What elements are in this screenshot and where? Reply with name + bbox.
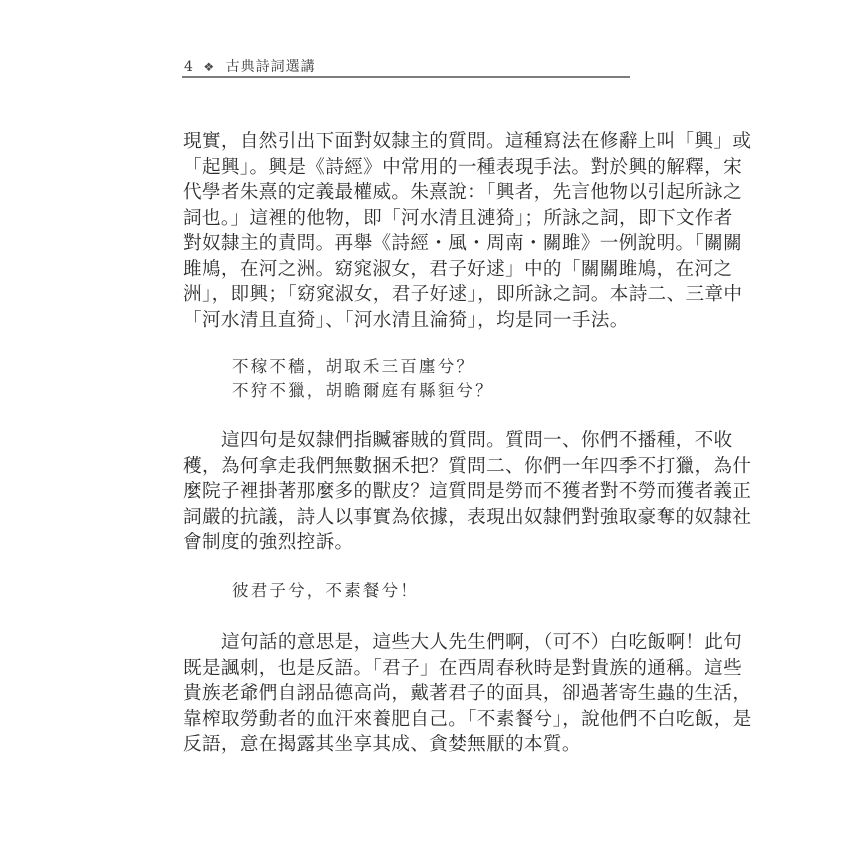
text-line: 既是諷刺，也是反語。「君子」在西周春秋時是對貴族的通稱。這些 — [183, 657, 743, 679]
text-line: 雎鳩，在河之洲。窈窕淑女，君子好逑」中的「關關雎鳩，在河之 — [183, 258, 733, 280]
text-line: 會制度的強烈控訴。 — [183, 532, 354, 553]
text-line: 對奴隸主的責問。再舉《詩經・風・周南・關雎》一例說明。「關關 — [183, 233, 743, 254]
text-line: 貴族老爺們自詡品德高尚，戴著君子的面具，卻過著寄生蟲的生活， — [183, 683, 752, 704]
text-line: 詞也。」這裡的他物，即「河水清且漣猗」；所詠之詞，即下文作者 — [183, 207, 733, 229]
text-line: 這四句是奴隸們指贓審賊的質問。質問一、你們不播種，不收 — [221, 430, 733, 451]
text-line: 詞嚴的抗議，詩人以事實為依據，表現出奴隸們對強取豪奪的奴隸社 — [183, 506, 752, 528]
text-line: 穫，為何拿走我們無數捆禾把？質問二、你們一年四季不打獵，為什 — [183, 455, 752, 477]
verse-line: 不狩不獵，胡瞻爾庭有縣貆兮？ — [232, 381, 494, 400]
book-title: 古典詩詞選講 — [225, 59, 316, 75]
text-line: 「河水清且直猗」、「河水清且淪猗」，均是同一手法。 — [183, 309, 629, 331]
ornament-icon: ❖ — [203, 60, 216, 74]
verse-line: 不稼不穡，胡取禾三百廛兮？ — [232, 357, 476, 376]
text-line: 代學者朱熹的定義最權威。朱熹說：「興者，先言他物以引起所詠之 — [183, 182, 743, 203]
text-line: 反語，意在揭露其坐享其成、貪婪無厭的本質。 — [183, 734, 581, 755]
text-line: 「起興」。興是《詩經》中常用的一種表現手法。對於興的解釋，宋 — [183, 156, 743, 178]
header-rule — [182, 76, 630, 78]
text-line: 靠榨取勞動者的血汗來養肥自己。「不素餐兮」，說他們不白吃飯，是 — [183, 708, 752, 730]
page-number: 4 — [184, 59, 194, 75]
running-header — [184, 58, 316, 78]
text-line: 現實，自然引出下面對奴隸主的質問。這種寫法在修辭上叫「興」或 — [183, 131, 752, 152]
verse-line: 彼君子兮，不素餐兮！ — [232, 581, 419, 600]
text-line: 這句話的意思是，這些大人先生們啊，（可不）白吃飯啊！此句 — [221, 632, 743, 653]
text-line: 麼院子裡掛著那麼多的獸皮？這質問是勞而不獲者對不勞而獲者義正 — [183, 481, 752, 502]
text-line: 洲」，即興；「窈窕淑女，君子好逑」，即所詠之詞。本詩二、三章中 — [183, 284, 743, 305]
